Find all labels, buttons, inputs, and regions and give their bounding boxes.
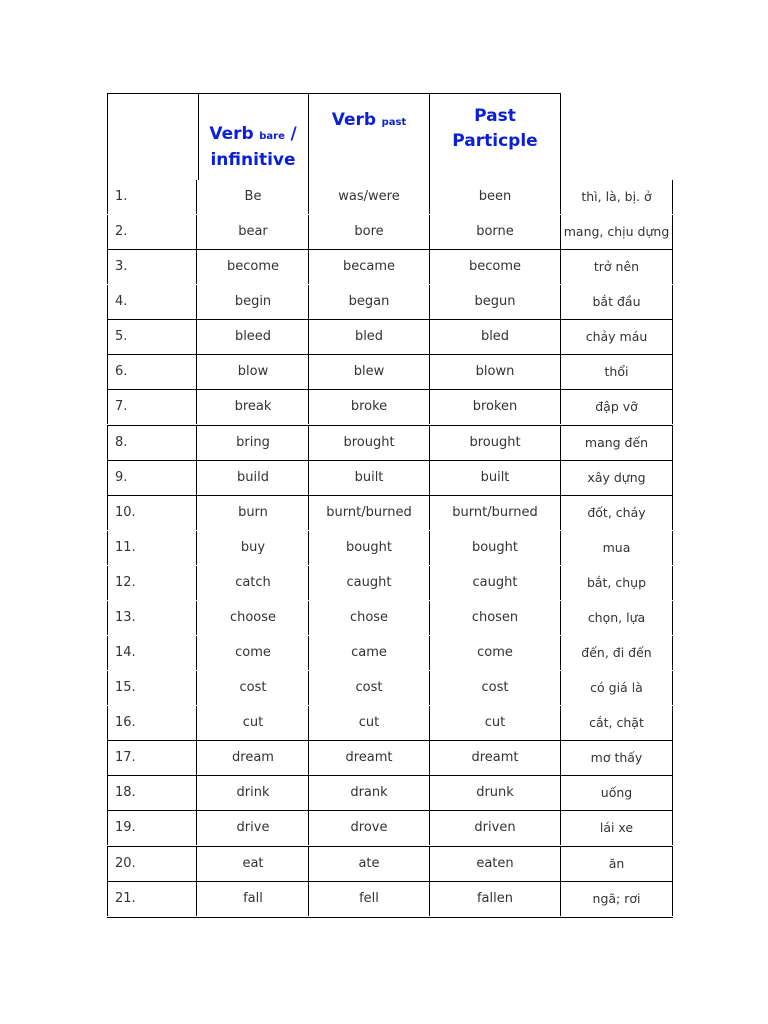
- past-participle-cell: been: [430, 180, 561, 214]
- meaning-cell: đập vỡ: [561, 390, 673, 424]
- meaning-cell: ngã; rơi: [561, 882, 673, 916]
- verb-past-cell: drank: [309, 776, 430, 810]
- row-number: 5.: [107, 320, 197, 354]
- meaning-cell: đến, đi đến: [561, 636, 673, 670]
- verb-bare-cell: eat: [198, 847, 309, 881]
- row-number: 10.: [107, 496, 197, 530]
- table-row: [107, 776, 672, 810]
- verb-bare-cell: catch: [198, 566, 309, 600]
- verb-bare-cell: bring: [198, 426, 309, 460]
- verb-past-cell: burnt/burned: [309, 496, 430, 530]
- past-participle-cell: become: [430, 250, 561, 284]
- row-divider: [107, 460, 673, 461]
- past-participle-cell: dreamt: [430, 741, 561, 775]
- row-number: 12.: [107, 566, 197, 600]
- past-participle-cell: begun: [430, 285, 561, 319]
- row-number: 17.: [107, 741, 197, 775]
- past-participle-cell: caught: [430, 566, 561, 600]
- verb-past-cell: blew: [309, 355, 430, 389]
- meaning-cell: có giá là: [561, 671, 673, 705]
- row-number: 19.: [107, 811, 197, 845]
- verb-past-cell: bought: [309, 531, 430, 565]
- table-row: [107, 601, 672, 635]
- row-number: 9.: [107, 461, 197, 495]
- verb-past-cell: chose: [309, 601, 430, 635]
- past-participle-cell: broken: [430, 390, 561, 424]
- past-participle-cell: chosen: [430, 601, 561, 635]
- verb-bare-cell: Be: [198, 180, 309, 214]
- meaning-cell: cắt, chặt: [561, 706, 673, 740]
- past-participle-cell: blown: [430, 355, 561, 389]
- verb-past-cell: broke: [309, 390, 430, 424]
- row-divider: [107, 846, 673, 847]
- table-row: [107, 741, 672, 775]
- row-number: 4.: [107, 285, 197, 319]
- past-participle-cell: fallen: [430, 882, 561, 916]
- verb-bare-cell: bleed: [198, 320, 309, 354]
- verb-bare-cell: buy: [198, 531, 309, 565]
- meaning-cell: ăn: [561, 847, 673, 881]
- verb-bare-cell: fall: [198, 882, 309, 916]
- verb-past-cell: bore: [309, 215, 430, 249]
- meaning-cell: thì, là, bị. ở: [561, 180, 673, 214]
- table-row: [107, 461, 672, 495]
- past-participle-cell: borne: [430, 215, 561, 249]
- table-row: [107, 355, 672, 389]
- row-divider: [107, 425, 673, 426]
- past-participle-cell: cost: [430, 671, 561, 705]
- row-number: 2.: [107, 215, 197, 249]
- verb-past-cell: caught: [309, 566, 430, 600]
- past-participle-cell: eaten: [430, 847, 561, 881]
- row-divider: [107, 775, 673, 776]
- meaning-cell: bắt đầu: [561, 285, 673, 319]
- meaning-cell: mang đến: [561, 426, 673, 460]
- past-participle-cell: bled: [430, 320, 561, 354]
- row-number: 8.: [107, 426, 197, 460]
- past-participle-cell: bought: [430, 531, 561, 565]
- meaning-cell: bắt, chụp: [561, 566, 673, 600]
- table-row: [107, 811, 672, 845]
- verb-past-cell: fell: [309, 882, 430, 916]
- header-past-main: Verb: [331, 110, 377, 130]
- meaning-cell: trở nên: [561, 250, 673, 284]
- verb-bare-cell: become: [198, 250, 309, 284]
- meaning-cell: lái xe: [561, 811, 673, 845]
- verb-past-cell: bled: [309, 320, 430, 354]
- header-pp-line2: Particple: [452, 131, 538, 151]
- verb-past-cell: ate: [309, 847, 430, 881]
- meaning-cell: uống: [561, 776, 673, 810]
- row-number: 21.: [107, 882, 197, 916]
- row-number: 3.: [107, 250, 197, 284]
- table-row: [107, 706, 672, 740]
- row-divider: [107, 319, 673, 320]
- row-number: 7.: [107, 390, 197, 424]
- verb-bare-cell: blow: [198, 355, 309, 389]
- verb-bare-cell: drive: [198, 811, 309, 845]
- meaning-cell: chảy máu: [561, 320, 673, 354]
- table-row: [107, 180, 672, 214]
- table-row: [107, 847, 672, 881]
- past-participle-cell: brought: [430, 426, 561, 460]
- table-row: [107, 285, 672, 319]
- table-row: [107, 636, 672, 670]
- header-bare-main: Verb: [209, 124, 254, 144]
- verb-past-cell: cut: [309, 706, 430, 740]
- row-divider: [107, 389, 673, 390]
- verb-past-cell: came: [309, 636, 430, 670]
- past-participle-cell: come: [430, 636, 561, 670]
- row-number: 20.: [107, 847, 197, 881]
- table-row: [107, 250, 672, 284]
- verb-past-cell: built: [309, 461, 430, 495]
- verb-bare-cell: choose: [198, 601, 309, 635]
- meaning-cell: mua: [561, 531, 673, 565]
- header-past-participle: [430, 93, 561, 180]
- meaning-cell: chọn, lựa: [561, 601, 673, 635]
- row-number: 1.: [107, 180, 197, 214]
- verb-bare-cell: burn: [198, 496, 309, 530]
- row-divider: [107, 495, 673, 496]
- meaning-cell: đốt, cháy: [561, 496, 673, 530]
- row-divider: [107, 740, 673, 741]
- verb-past-cell: brought: [309, 426, 430, 460]
- verb-bare-cell: cut: [198, 706, 309, 740]
- verb-bare-cell: bear: [198, 215, 309, 249]
- past-participle-cell: driven: [430, 811, 561, 845]
- row-divider: [107, 249, 673, 250]
- meaning-cell: mơ thấy: [561, 741, 673, 775]
- header-past-sub: past: [381, 117, 407, 128]
- table-row: [107, 426, 672, 460]
- header-verb-past: [309, 93, 430, 180]
- table-row: [107, 496, 672, 530]
- header-bare-slash: /: [290, 124, 297, 144]
- verb-past-cell: was/were: [309, 180, 430, 214]
- meaning-cell: thổi: [561, 355, 673, 389]
- table-row: [107, 882, 672, 916]
- verb-bare-cell: build: [198, 461, 309, 495]
- past-participle-cell: built: [430, 461, 561, 495]
- table-row: [107, 671, 672, 705]
- verb-past-cell: began: [309, 285, 430, 319]
- row-number: 6.: [107, 355, 197, 389]
- verb-past-cell: cost: [309, 671, 430, 705]
- header-bare-line2: infinitive: [210, 150, 296, 170]
- header-number-cell: [107, 93, 199, 180]
- table-bottom-border: [107, 917, 673, 918]
- meaning-cell: mang, chịu dựng: [561, 215, 673, 249]
- past-participle-cell: drunk: [430, 776, 561, 810]
- row-divider: [107, 881, 673, 882]
- verb-bare-cell: drink: [198, 776, 309, 810]
- table-row: [107, 215, 672, 249]
- table-row: [107, 566, 672, 600]
- verb-bare-cell: dream: [198, 741, 309, 775]
- row-divider: [107, 354, 673, 355]
- verb-bare-cell: begin: [198, 285, 309, 319]
- header-bare-infinitive: [198, 93, 309, 180]
- verb-bare-cell: cost: [198, 671, 309, 705]
- row-number: 15.: [107, 671, 197, 705]
- meaning-cell: xây dựng: [561, 461, 673, 495]
- verb-bare-cell: come: [198, 636, 309, 670]
- row-divider: [107, 810, 673, 811]
- header-pp-line1: Past: [474, 106, 516, 126]
- row-number: 18.: [107, 776, 197, 810]
- row-number: 16.: [107, 706, 197, 740]
- header-bare-sub: bare: [259, 131, 285, 142]
- row-number: 14.: [107, 636, 197, 670]
- verb-past-cell: dreamt: [309, 741, 430, 775]
- row-number: 11.: [107, 531, 197, 565]
- table-row: [107, 320, 672, 354]
- verb-past-cell: became: [309, 250, 430, 284]
- table-row: [107, 390, 672, 424]
- verb-past-cell: drove: [309, 811, 430, 845]
- verb-bare-cell: break: [198, 390, 309, 424]
- past-participle-cell: cut: [430, 706, 561, 740]
- past-participle-cell: burnt/burned: [430, 496, 561, 530]
- table-row: [107, 531, 672, 565]
- row-number: 13.: [107, 601, 197, 635]
